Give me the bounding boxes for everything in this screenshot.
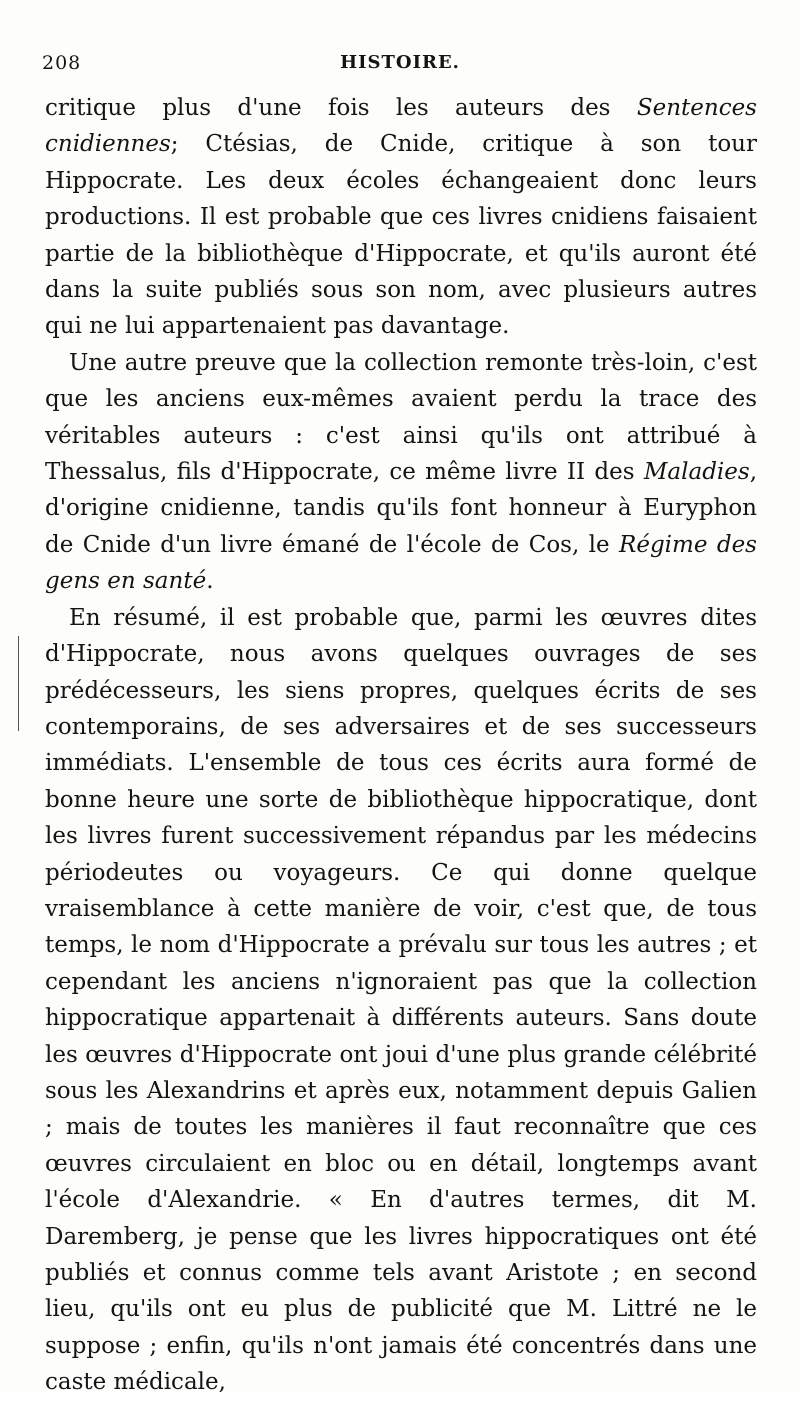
margin-mark <box>18 636 19 731</box>
italic-title: Maladies <box>643 459 750 486</box>
paragraph <box>45 600 757 1401</box>
text-run: Une autre preuve que la collection remonte très-loin, c'est que les anciens eux-mêmes avaient perdu la trace des véritables auteurs : c'est ainsi qu'ils ont attribué à Thessalus, fils d'Hippocrate, ce même livre II des <box>45 349 757 486</box>
italic-title: Régime des gens en santé <box>45 531 757 595</box>
running-head: HISTOIRE. <box>340 52 460 73</box>
body-text <box>45 90 757 1401</box>
page-header <box>42 52 758 82</box>
text-run: En résumé, il est probable que, parmi les œuvres dites d'Hippocrate, nous avons quelques ouvrages de ses prédécesseurs, les siens propres, quelques écrits de ses contemporains, de ses adversaires et de ses successeurs immédiats. L'ensemble de tous ces écrits aura formé de bonne heure une sorte de bibliothèque hippocratique, dont les livres furent successivement répandus par les médecins périodeutes ou voyageurs. Ce qui donne quelque vraisemblance à cette manière de voir, c'est que, de tous temps, le nom d'Hippocrate a prévalu sur tous les autres ; et cependant les anciens n'ignoraient pas que la collection hippocratique appartenait à différents auteurs. Sans doute les œuvres d'Hippocrate ont joui d'une plus grande célébrité sous les Alexandrins et après eux, notamment depuis Galien ; mais de toutes les manières il faut reconnaître que ces œuvres circulaient en bloc ou en détail, longtemps avant l'école d'Alexandrie. « En d'autres termes, dit M. Daremberg, je pense que les livres hippocratiques ont été publiés et connus comme tels avant Aristote ; en second lieu, qu'ils ont eu plus de publicité que M. Littré ne le suppose ; enfin, qu'ils n'ont jamais été concentrés dans une caste médicale, <box>45 604 757 1396</box>
text-run: ; Ctésias, de Cnide, critique à son tour Hippocrate. Les deux écoles échangeaient donc leurs productions. Il est probable que ces livres cnidiens faisaient partie de la bibliothèque d'Hippocrate, et qu'ils auront été dans la suite publiés sous son nom, avec plusieurs autres qui ne lui appartenaient pas davantage. <box>45 131 757 340</box>
paragraph <box>45 90 757 345</box>
text-run: critique plus d'une fois les auteurs des <box>45 95 637 121</box>
page-number: 208 <box>42 52 82 74</box>
text-run: . <box>206 568 214 595</box>
italic-title: Sentences cnidiennes <box>45 95 757 158</box>
paragraph <box>45 345 757 600</box>
text-run: , d'origine cnidienne, tandis qu'ils font honneur à Euryphon de Cnide d'un livre émané de l'école de Cos, le <box>45 459 757 558</box>
